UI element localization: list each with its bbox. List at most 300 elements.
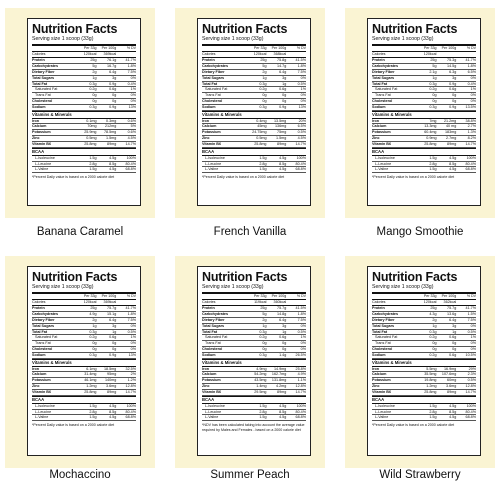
row-value: 41.7% xyxy=(125,57,136,62)
row-value: 14.9mg xyxy=(273,366,287,371)
row-value: 4.5g xyxy=(279,403,287,408)
row-name: Cholesterol xyxy=(32,347,53,352)
row-value: 8.5g xyxy=(109,161,117,166)
row-value: 162.7mg xyxy=(271,372,287,377)
nutrition-label xyxy=(367,266,481,456)
row-value: 0% xyxy=(470,341,476,346)
row-value: 6.4g xyxy=(109,317,117,322)
bcaa-heading: BCAA xyxy=(202,148,306,156)
row-value: 183mg xyxy=(444,130,457,135)
row-value: 0% xyxy=(130,323,136,328)
row-value: 13.5% xyxy=(465,105,476,110)
row-name: Sodium xyxy=(202,353,216,358)
row-value: 13% xyxy=(128,353,136,358)
row-value: 0.5% xyxy=(467,329,476,334)
row-value: 13.5mg xyxy=(273,118,287,123)
row-value: 2% xyxy=(130,372,136,377)
bcaa-heading: BCAA xyxy=(372,148,476,156)
row-value: 100% xyxy=(126,403,136,408)
row-value: 6.4g xyxy=(449,317,457,322)
row-value: 80.4% xyxy=(465,409,476,414)
row-value: 2g xyxy=(262,69,267,74)
row-name: Saturated Fat xyxy=(205,87,228,92)
row-value: 3g xyxy=(112,75,117,80)
row-value: 1.5g xyxy=(259,155,267,160)
row-value: 14.7% xyxy=(465,142,476,147)
row-value xyxy=(286,52,306,57)
bcaa-heading: BCAA xyxy=(372,396,476,404)
row-value: 0.5% xyxy=(297,130,306,135)
row-name: Protein xyxy=(32,305,45,310)
row-value: 1.8% xyxy=(127,311,136,316)
row-name: Cholesterol xyxy=(32,99,53,104)
row-value: 1.2mg xyxy=(426,384,437,389)
bcaa-row xyxy=(32,415,136,421)
row-value: 7.5% xyxy=(467,317,476,322)
row-value: 0.6g xyxy=(109,335,117,340)
footnote: *Percent Daily value is based on a 2000 calorie diet xyxy=(372,423,455,428)
row-value: 5.5mg xyxy=(426,366,437,371)
row-value: 21.2mg xyxy=(443,118,457,123)
row-value: 0% xyxy=(130,347,136,352)
row-value: 6.4g xyxy=(279,69,287,74)
row-value xyxy=(456,52,476,57)
row-value: 0.5mg xyxy=(256,136,267,141)
row-value: 1g xyxy=(262,75,267,80)
row-value: 0% xyxy=(470,75,476,80)
row-value: 100% xyxy=(296,155,306,160)
bcaa-row xyxy=(372,415,476,421)
row-value: 25.8mg xyxy=(254,142,267,147)
row-value: 0g xyxy=(112,99,117,104)
row-value: 3g xyxy=(112,323,117,328)
column-header: % DV xyxy=(466,46,476,50)
row-value: 3g xyxy=(452,75,457,80)
row-name: Protein xyxy=(372,305,385,310)
row-value: 362kcal xyxy=(443,300,457,304)
row-value: 3.6mg xyxy=(106,384,117,389)
column-header: Per 33g xyxy=(83,46,97,50)
row-value: 7mg xyxy=(429,118,437,123)
product-name: Mango Smoothie xyxy=(376,226,464,238)
row-value: 4.5g xyxy=(109,403,117,408)
row-value: 1% xyxy=(300,87,306,92)
product-card xyxy=(345,8,495,218)
row-value: 41.5% xyxy=(295,57,306,62)
row-name: Calcium xyxy=(32,372,47,377)
row-value: 6.5% xyxy=(297,124,306,129)
row-value: 60.4mg xyxy=(424,130,437,135)
row-value: 75.8g xyxy=(277,57,287,62)
row-value: 31.4mg xyxy=(84,372,97,377)
row-name: Saturated Fat xyxy=(35,335,58,340)
row-name: Total Sugars xyxy=(32,323,55,328)
row-value: 25.8mg xyxy=(424,142,437,147)
row-value: 25.8mg xyxy=(84,142,97,147)
row-value: 14.7g xyxy=(277,63,287,68)
row-name: Sodium xyxy=(372,353,386,358)
row-name: Carbohydrates xyxy=(372,63,399,68)
serving-size: Serving size 1 scoop (33g) xyxy=(32,284,136,294)
row-value: 0.9g xyxy=(109,353,117,358)
row-name: Vitamin B6 xyxy=(202,390,221,395)
row-name: L-Leucine xyxy=(35,161,52,166)
row-value: 80.4% xyxy=(295,409,306,414)
row-value: 0g xyxy=(432,93,437,98)
row-name: Vitamin B6 xyxy=(32,142,51,147)
row-value: 131.8mg xyxy=(271,378,287,383)
row-name: Total Fat xyxy=(202,329,218,334)
row-value: 1.5g xyxy=(89,155,97,160)
row-value: 2.8g xyxy=(259,409,267,414)
row-value: 46.1mg xyxy=(84,378,97,383)
row-name: L-Valine xyxy=(205,415,219,420)
row-value: 0.2g xyxy=(429,87,437,92)
column-header: Per 100g xyxy=(271,294,287,298)
row-value: 0.6g xyxy=(279,335,287,340)
row-value: 100% xyxy=(466,403,476,408)
row-value: 0.6g xyxy=(449,87,457,92)
row-name: Carbohydrates xyxy=(372,311,399,316)
row-name: Calories xyxy=(372,52,386,56)
row-name: Saturated Fat xyxy=(375,87,398,92)
row-name: L-Leucine xyxy=(375,409,392,414)
row-value: 12.8% xyxy=(465,384,476,389)
row-value: 0.6g xyxy=(279,87,287,92)
row-name: Protein xyxy=(202,305,215,310)
row-value: 25g xyxy=(260,57,267,62)
row-value: 0.3mg xyxy=(106,118,117,123)
nutrition-label xyxy=(27,266,141,456)
row-value: 100% xyxy=(296,403,306,408)
row-value: 0.3g xyxy=(429,81,437,86)
serving-size: Serving size 1 scoop (33g) xyxy=(202,36,306,46)
row-name: Saturated Fat xyxy=(35,87,58,92)
row-value: 0g xyxy=(262,99,267,104)
row-value: 0g xyxy=(452,347,457,352)
row-value: 80.4% xyxy=(465,161,476,166)
row-name: Total Fat xyxy=(372,81,388,86)
row-value: 1.5% xyxy=(467,311,476,316)
row-name: Total Fat xyxy=(32,81,48,86)
row-name: L-Leucine xyxy=(375,161,392,166)
nutrition-label xyxy=(197,18,311,206)
row-value: 0.5% xyxy=(297,329,306,334)
row-value: 6.3g xyxy=(449,69,457,74)
row-value: 0.4% xyxy=(467,81,476,86)
row-value: 26.5% xyxy=(295,353,306,358)
row-value: 2g xyxy=(262,317,267,322)
row-value: 368kcal xyxy=(273,52,287,56)
row-value: 1g xyxy=(92,323,97,328)
row-name: Potassium xyxy=(32,130,51,135)
row-name: Iron xyxy=(372,118,379,123)
row-value: 0% xyxy=(130,341,136,346)
row-value: 7.5% xyxy=(127,69,136,74)
row-value xyxy=(456,300,476,305)
row-value: 0g xyxy=(112,347,117,352)
row-value: 0g xyxy=(452,93,457,98)
row-name: Cholesterol xyxy=(202,347,223,352)
row-value: 8.2% xyxy=(467,136,476,141)
row-value: 0.3g xyxy=(89,105,97,110)
row-name: Trans Fat xyxy=(35,341,51,346)
bcaa-heading: BCAA xyxy=(32,396,136,404)
row-name: Sodium xyxy=(202,105,216,110)
row-value: 18.5mg xyxy=(103,366,117,371)
row-name: L-Valine xyxy=(375,167,389,172)
row-value: 32.5% xyxy=(125,366,136,371)
row-value: 3g xyxy=(282,75,287,80)
row-name: L-Isoleucine xyxy=(35,155,55,160)
row-value: 0g xyxy=(262,347,267,352)
row-value: 1.5g xyxy=(259,167,267,172)
row-value: 1g xyxy=(432,323,437,328)
row-name: Sodium xyxy=(372,105,386,110)
bcaa-row xyxy=(32,167,136,173)
row-value: 13.3mg xyxy=(424,124,437,129)
row-value: 14.7% xyxy=(295,390,306,395)
row-value: 120kcal xyxy=(423,52,437,56)
column-header: Per 33g xyxy=(253,294,267,298)
row-value: 0.3g xyxy=(429,105,437,110)
row-value: 0% xyxy=(470,93,476,98)
product-name: Wild Strawberry xyxy=(379,469,461,481)
row-name: Dietary Fiber xyxy=(372,69,395,74)
row-name: Calcium xyxy=(202,372,217,377)
row-value: 0g xyxy=(282,341,287,346)
row-value: 0% xyxy=(300,75,306,80)
row-value: 5g xyxy=(432,63,437,68)
row-name: Protein xyxy=(372,57,385,62)
row-value: 6.4g xyxy=(279,317,287,322)
row-value: 0g xyxy=(432,99,437,104)
row-value: 1g xyxy=(92,75,97,80)
column-header: Per 100g xyxy=(441,294,457,298)
row-value: 4.5g xyxy=(449,415,457,420)
row-name: Iron xyxy=(372,366,379,371)
row-value: 41.7% xyxy=(125,305,136,310)
row-value: 212mg xyxy=(104,124,117,129)
row-value: 0g xyxy=(262,93,267,98)
row-value: 4.2mg xyxy=(276,384,287,389)
row-name: Potassium xyxy=(202,378,221,383)
row-value: 0.2g xyxy=(89,87,97,92)
row-value: 1g xyxy=(262,323,267,328)
row-value: 0.5% xyxy=(127,329,136,334)
bcaa-row xyxy=(372,167,476,173)
row-value: 0g xyxy=(432,341,437,346)
row-value: 1g xyxy=(432,75,437,80)
row-value: 29.5mg xyxy=(254,390,267,395)
row-value: 120kcal xyxy=(253,52,267,56)
serving-size: Serving size 1 scoop (33g) xyxy=(372,284,476,294)
row-name: Dietary Fiber xyxy=(202,317,225,322)
row-value: 0.6% xyxy=(127,118,136,123)
row-value: 75.3g xyxy=(447,57,457,62)
row-name: Dietary Fiber xyxy=(32,69,55,74)
row-value: 4.9g xyxy=(89,311,97,316)
row-name: L-Isoleucine xyxy=(205,155,225,160)
row-value: 2.3% xyxy=(467,372,476,377)
row-value: 14.7% xyxy=(125,390,136,395)
row-value: 41.7% xyxy=(465,305,476,310)
row-value: 0.3g xyxy=(259,105,267,110)
row-value: 3g xyxy=(452,323,457,328)
row-value: 0g xyxy=(92,93,97,98)
row-name: Calcium xyxy=(202,124,217,129)
nutrition-facts-title: Nutrition Facts xyxy=(32,22,118,36)
row-name: Vitamin B6 xyxy=(32,390,51,395)
row-value: 1.8% xyxy=(297,63,306,68)
row-value: 0.4mg xyxy=(256,118,267,123)
row-name: Calories xyxy=(202,52,216,56)
row-value: 1% xyxy=(300,335,306,340)
row-value: 80.4% xyxy=(125,409,136,414)
bcaa-row xyxy=(202,415,306,421)
row-value: 14.7% xyxy=(465,390,476,395)
row-value: 0.9g xyxy=(279,105,287,110)
row-value: 0% xyxy=(470,99,476,104)
row-value: 0.3g xyxy=(89,81,97,86)
row-name: L-Isoleucine xyxy=(375,403,395,408)
row-value: 8.5g xyxy=(449,409,457,414)
row-value: 4.5g xyxy=(449,403,457,408)
row-value: 369kcal xyxy=(103,300,117,304)
row-value: 41.5% xyxy=(295,305,306,310)
row-value: 0% xyxy=(300,347,306,352)
row-name: Zinc xyxy=(372,384,380,389)
row-value: 25g xyxy=(430,57,437,62)
row-name: Trans Fat xyxy=(35,93,51,98)
row-value: 10.5% xyxy=(465,353,476,358)
row-value: 1.5mg xyxy=(276,136,287,141)
product-name: French Vanilla xyxy=(213,226,287,238)
row-value: 1.4mg xyxy=(256,384,267,389)
row-value: 0% xyxy=(470,347,476,352)
row-name: Trans Fat xyxy=(205,93,221,98)
row-value: 2.8g xyxy=(89,409,97,414)
row-value: 1.5g xyxy=(429,403,437,408)
bcaa-row xyxy=(202,167,306,173)
row-value: 0% xyxy=(130,75,136,80)
row-name: Iron xyxy=(32,118,39,123)
row-value: 0.3g xyxy=(89,353,97,358)
row-name: Total Sugars xyxy=(202,75,225,80)
row-value: 25.8mg xyxy=(424,390,437,395)
row-name: L-Isoleucine xyxy=(205,403,225,408)
row-name: Total Sugars xyxy=(372,323,395,328)
row-name: Zinc xyxy=(372,136,380,141)
row-value: 0.3g xyxy=(259,353,267,358)
column-header: Per 100g xyxy=(101,294,117,298)
row-value: 1.5mg xyxy=(106,136,117,141)
nutrition-facts-title: Nutrition Facts xyxy=(372,270,458,284)
row-value: 1g xyxy=(112,329,117,334)
row-name: Total Fat xyxy=(32,329,48,334)
serving-size: Serving size 1 scoop (33g) xyxy=(32,36,136,46)
row-name: Cholesterol xyxy=(372,347,393,352)
row-value: 0.4% xyxy=(127,81,136,86)
row-name: Protein xyxy=(32,57,45,62)
row-value: 2g xyxy=(92,69,97,74)
row-name: Sodium xyxy=(32,353,46,358)
column-header: % DV xyxy=(466,294,476,298)
column-header: Per 100g xyxy=(271,46,287,50)
row-value: 14.5g xyxy=(447,63,457,68)
row-value: 4.9% xyxy=(297,372,306,377)
row-value: 0% xyxy=(300,323,306,328)
column-header: % DV xyxy=(126,294,136,298)
row-value: 89mg xyxy=(107,390,117,395)
row-value: 0g xyxy=(92,99,97,104)
row-value: 1.5g xyxy=(89,403,97,408)
row-value: 0g xyxy=(112,93,117,98)
row-value: 75mg xyxy=(277,130,287,135)
row-value: 2.8g xyxy=(259,161,267,166)
row-value: 5% xyxy=(130,124,136,129)
nutrition-facts-title: Nutrition Facts xyxy=(202,22,288,36)
row-value: 25g xyxy=(430,305,437,310)
row-value: 1.8% xyxy=(297,311,306,316)
column-header: % DV xyxy=(126,46,136,50)
row-value: 70mg xyxy=(87,124,97,129)
row-value: 2.8g xyxy=(429,409,437,414)
row-value: 25g xyxy=(260,305,267,310)
row-value: 5g xyxy=(262,311,267,316)
nutrition-label xyxy=(197,266,311,456)
row-value: 68.8% xyxy=(295,415,306,420)
product-name: Banana Caramel xyxy=(36,226,124,238)
footnote: *Percent Daily value is based on a 2000 calorie diet xyxy=(372,175,455,180)
row-value: 24.75mg xyxy=(252,130,267,135)
row-value: 2.8g xyxy=(89,161,97,166)
row-value: 89mg xyxy=(277,390,287,395)
row-value: 0g xyxy=(282,99,287,104)
row-value: 8.5g xyxy=(449,161,457,166)
row-name: Saturated Fat xyxy=(375,335,398,340)
row-value: 7.5% xyxy=(297,317,306,322)
row-value: 120kcal xyxy=(83,300,97,304)
row-value: 100% xyxy=(466,155,476,160)
row-value: 0g xyxy=(112,341,117,346)
row-value: 2g xyxy=(432,317,437,322)
row-value: 5g xyxy=(92,63,97,68)
row-value: 0.2g xyxy=(89,335,97,340)
nutrition-facts-title: Nutrition Facts xyxy=(202,270,288,284)
row-value: 1g xyxy=(452,329,457,334)
row-value: 0% xyxy=(130,93,136,98)
row-value: 120kcal xyxy=(423,300,437,304)
row-value: 1.5g xyxy=(259,415,267,420)
row-name: Dietary Fiber xyxy=(202,69,225,74)
row-value: 4.5% xyxy=(127,136,136,141)
row-name: Total Sugars xyxy=(372,75,395,80)
row-value: 14.7% xyxy=(125,142,136,147)
nutrition-label xyxy=(367,18,481,206)
row-value: 75.7g xyxy=(447,305,457,310)
row-value: 1.5g xyxy=(89,167,97,172)
row-value: 25.8mg xyxy=(84,390,97,395)
row-value: 0% xyxy=(130,99,136,104)
row-value: 95mg xyxy=(107,372,117,377)
row-name: Zinc xyxy=(202,384,210,389)
row-name: Cholesterol xyxy=(372,99,393,104)
row-name: Total Fat xyxy=(372,329,388,334)
product-name: Mochaccino xyxy=(49,469,111,481)
vitamins-heading: Vitamins & Minerals xyxy=(202,111,306,119)
row-value: 0.9g xyxy=(449,105,457,110)
